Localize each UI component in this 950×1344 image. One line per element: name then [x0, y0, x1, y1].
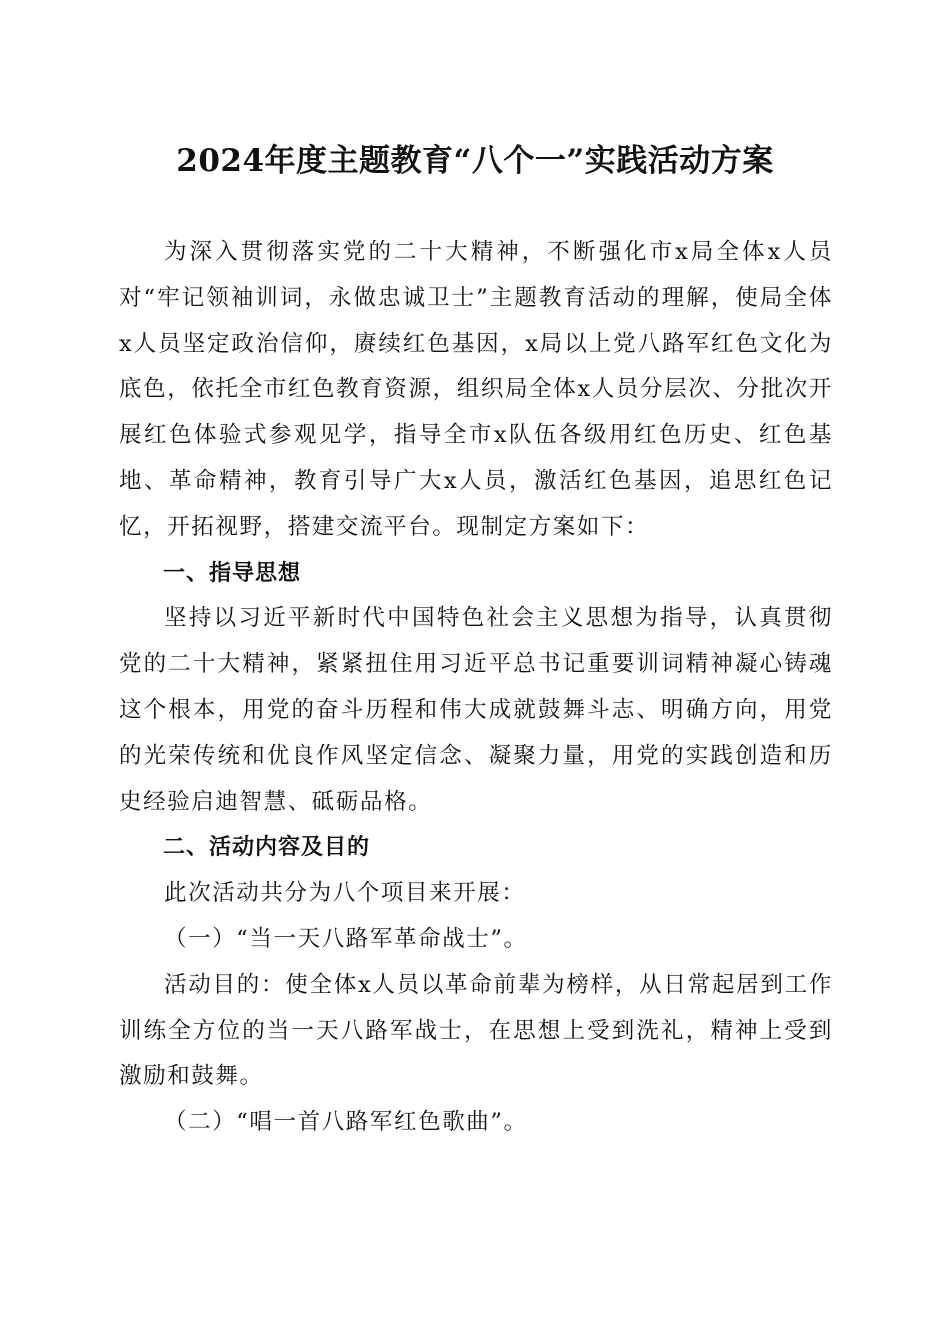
section-heading-guiding-ideology: 一、指导思想	[163, 560, 302, 586]
activity-intro-paragraph: 此次活动共分为八个项目来开展：	[164, 880, 526, 907]
intro-paragraph: 为深入贯彻落实党的二十大精神，不断强化市x局全体x人员对“牢记领袖训词，永做忠诚卫士”主题教育活动的理解，使局全体x人员坚定政治信仰，赓续红色基因，x局以上党八路军红色文化为底色，依托全市红色教育资源，组织局全体x人员分层次、分批次开展红色体验式参观见学，指导全市x队伍各级用红色历史、红色基地、革命精神，教育引导广大x人员，激活红色基因，追思红色记忆，开拓视野，搭建交流平台。现制定方案如下：	[119, 239, 833, 540]
activity-item-1-title: （一）“当一天八路军革命战士”。	[164, 925, 528, 952]
section-heading-activity-content: 二、活动内容及目的	[163, 835, 371, 861]
guiding-ideology-paragraph: 坚持以习近平新时代中国特色社会主义思想为指导，认真贯彻党的二十大精神，紧紧扭住用习近平总书记重要训词精神凝心铸魂这个根本，用党的奋斗历程和伟大成就鼓舞斗志、明确方向，用党的光荣传统和优良作风坚定信念、凝聚力量，用党的实践创造和历史经验启迪智慧、砥砺品格。	[119, 605, 833, 815]
document-title: 2024年度主题教育“八个一”实践活动方案	[176, 143, 774, 179]
activity-item-1-paragraph: 活动目的：使全体x人员以革命前辈为榜样，从日常起居到工作训练全方位的当一天八路军战士，在思想上受到洗礼，精神上受到激励和鼓舞。	[119, 971, 833, 1090]
activity-item-2-title: （二）“唱一首八路军红色歌曲”。	[164, 1109, 528, 1136]
document-body	[119, 230, 833, 1146]
